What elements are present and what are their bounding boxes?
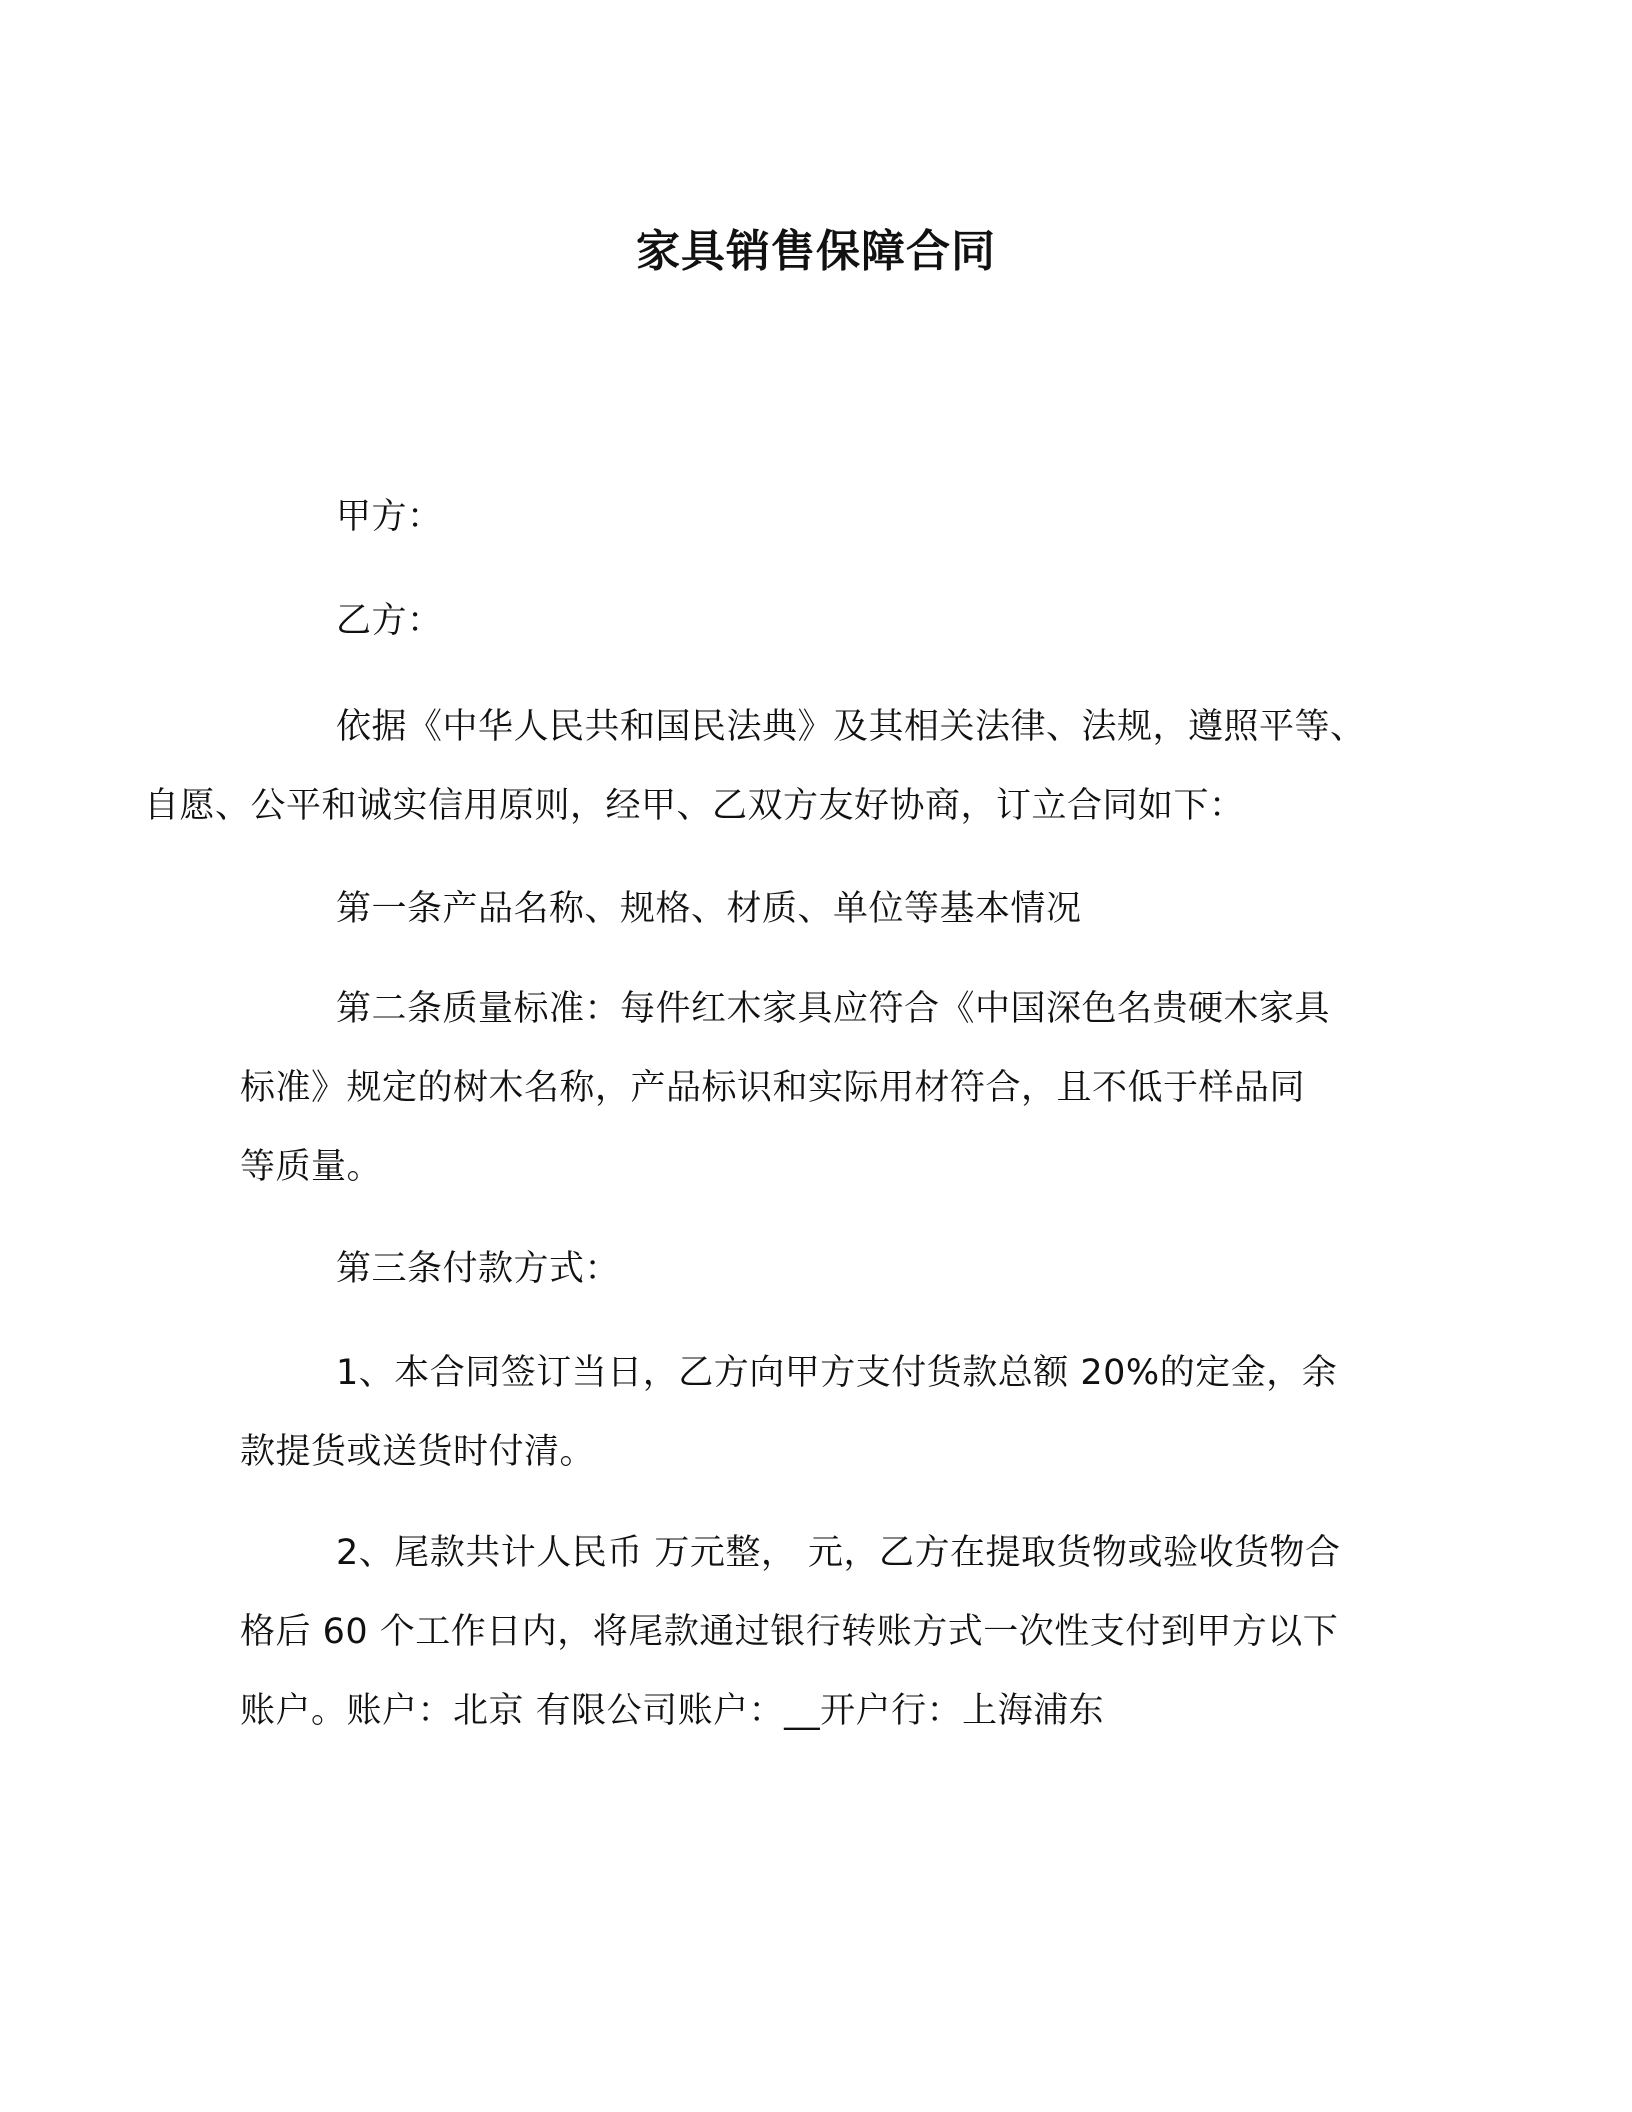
intro-line-2: 自愿、公平和诚实信用原则，经甲、乙双方友好协商，订立合同如下： — [144, 786, 1245, 826]
payment-item-1-line-2: 款提货或送货时付清。 — [240, 1432, 596, 1472]
intro-line-1: 依据《中华人民共和国民法典》及其相关法律、法规，遵照平等、 — [336, 707, 1366, 747]
document-title: 家具销售保障合同 — [636, 226, 996, 277]
payment-item-1-line-1: 1、本合同签订当日，乙方向甲方支付货款总额 20%的定金，余 — [336, 1353, 1338, 1393]
article-1-text: 第一条产品名称、规格、材质、单位等基本情况 — [336, 889, 1082, 929]
article-3-text: 第三条付款方式： — [336, 1249, 621, 1289]
payment-item-2-line-1: 2、尾款共计人民币 万元整， 元，乙方在提取货物或验收货物合 — [336, 1533, 1341, 1573]
payment-item-1 — [240, 1334, 1400, 1492]
party-b-label: 乙方： — [336, 601, 443, 641]
payment-item-2 — [240, 1514, 1400, 1751]
article-2-line-1: 第二条质量标准：每件红木家具应符合《中国深色名贵硬木家具 — [336, 989, 1331, 1029]
article-3 — [240, 1230, 1400, 1309]
payment-item-2-line-3: 账户。账户：北京 有限公司账户：__开户行：上海浦东 — [240, 1691, 1105, 1731]
payment-item-2-line-2: 格后 60 个工作日内，将尾款通过银行转账方式一次性支付到甲方以下 — [240, 1612, 1339, 1652]
intro-paragraph — [144, 688, 1400, 846]
article-2-line-3: 等质量。 — [240, 1147, 383, 1187]
party-a-label: 甲方： — [336, 497, 443, 537]
party-a-line — [240, 478, 1400, 557]
party-b-line — [240, 582, 1400, 661]
article-2 — [240, 970, 1400, 1207]
article-2-line-2: 标准》规定的树木名称，产品标识和实际用材符合，且不低于样品同 — [240, 1068, 1306, 1108]
article-1 — [240, 870, 1400, 949]
